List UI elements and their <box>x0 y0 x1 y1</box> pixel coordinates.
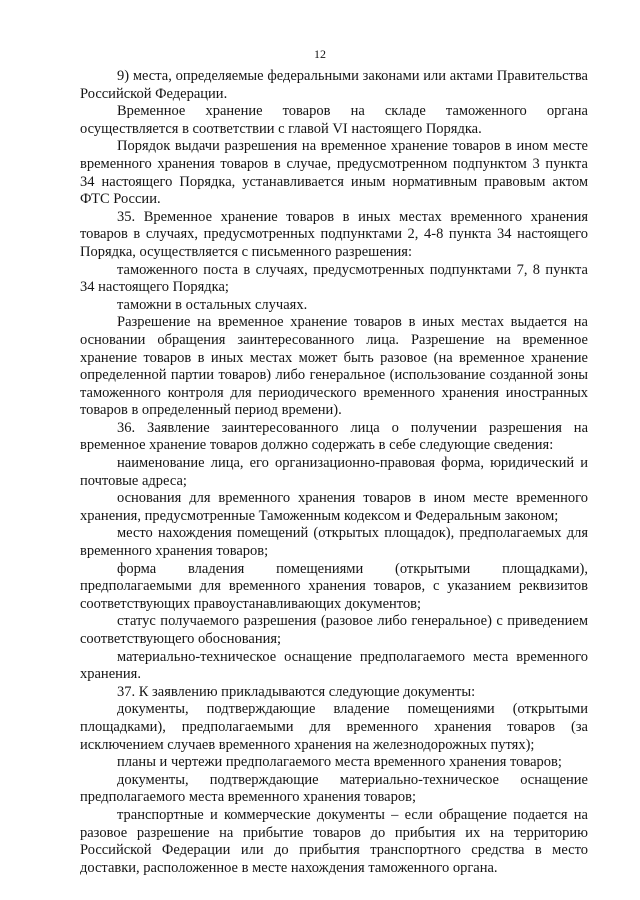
paragraph-clause-35: 35. Временное хранение товаров в иных местах временного хранения товаров в случаях, предусмотренных подпунктами 2, 4-8 пункта 34 настоящего Порядка, осуществляется с письменного разрешения: <box>80 208 588 260</box>
list-item-equipment-documents: документы, подтверждающие материально-техническое оснащение предполагаемого места временного хранения товаров; <box>80 771 588 806</box>
list-item-equipment: материально-техническое оснащение предполагаемого места временного хранения. <box>80 648 588 683</box>
paragraph-customs-other-cases: таможни в остальных случаях. <box>117 296 308 313</box>
paragraph-clause-36: 36. Заявление заинтересованного лица о получении разрешения на временное хранение товаров должно содержать в себе следующие сведения: <box>80 419 588 454</box>
list-item-ownership: форма владения помещениями (открытыми площадками), предполагаемыми для временного хранения товаров, с указанием реквизитов соответствующих правоустанавливающих документов; <box>80 560 588 612</box>
list-item-permission-status: статус получаемого разрешения (разовое либо генеральное) с приведением соответствующего обоснования; <box>80 613 588 647</box>
list-item-grounds: основания для временного хранения товаров в ином месте временного хранения, предусмотренные Таможенным кодексом и Федеральным законом; <box>80 490 588 524</box>
paragraph-permission-types: Разрешение на временное хранение товаров в иных местах выдается на основании обращения заинтересованного лица. Разрешение на временное хранение товаров в иных местах может быть разовое (на временное хранение определенной партии товаров) либо генеральное (использование созданной зоны таможенного контроля для периодического временного хранения иностранных товаров в определенный период времени). <box>80 314 588 419</box>
list-item-location: место нахождения помещений (открытых площадок), предполагаемых для временного хранения товаров; <box>80 525 588 560</box>
paragraph-storage-at-customs-warehouse: Временное хранение товаров на складе таможенного органа осуществляется в соответствии с главой VI настоящего Порядка. <box>80 103 588 137</box>
paragraph-clause-37: 37. К заявлению прикладываются следующие документы: <box>117 683 476 700</box>
paragraph-permission-procedure: Порядок выдачи разрешения на временное хранение товаров в ином месте временного хранения товаров в случае, предусмотренном подпунктом 3 пункта 34 настоящего Порядка, устанавливается иным нормативным правовым актом ФТС России. <box>80 138 588 208</box>
paragraph-customs-post: таможенного поста в случаях, предусмотренных подпунктами 7, 8 пункта 34 настоящего Порядка; <box>80 261 588 296</box>
list-item-plans-and-drawings: планы и чертежи предполагаемого места временного хранения товаров; <box>117 754 562 771</box>
page-number: 12 <box>314 47 326 61</box>
list-item-name-and-address: наименование лица, его организационно-правовая форма, юридический и почтовые адреса; <box>80 455 588 489</box>
document-body <box>80 68 588 877</box>
paragraph-item-9: 9) места, определяемые федеральными законами или актами Правительства Российской Федерации. <box>80 68 588 102</box>
list-item-ownership-documents: документы, подтверждающие владение помещениями (открытыми площадками), предполагаемыми для временного хранения товаров (за исключением случаев временного хранения на железнодорожных путях); <box>80 701 588 753</box>
list-item-transport-documents: транспортные и коммерческие документы – если обращение подается на разовое разрешение на прибытие товаров до прибытия их на территорию Российской Федерации или до прибытия транспортного средства в место доставки, расположенное в месте нахождения таможенного органа. <box>80 806 588 876</box>
